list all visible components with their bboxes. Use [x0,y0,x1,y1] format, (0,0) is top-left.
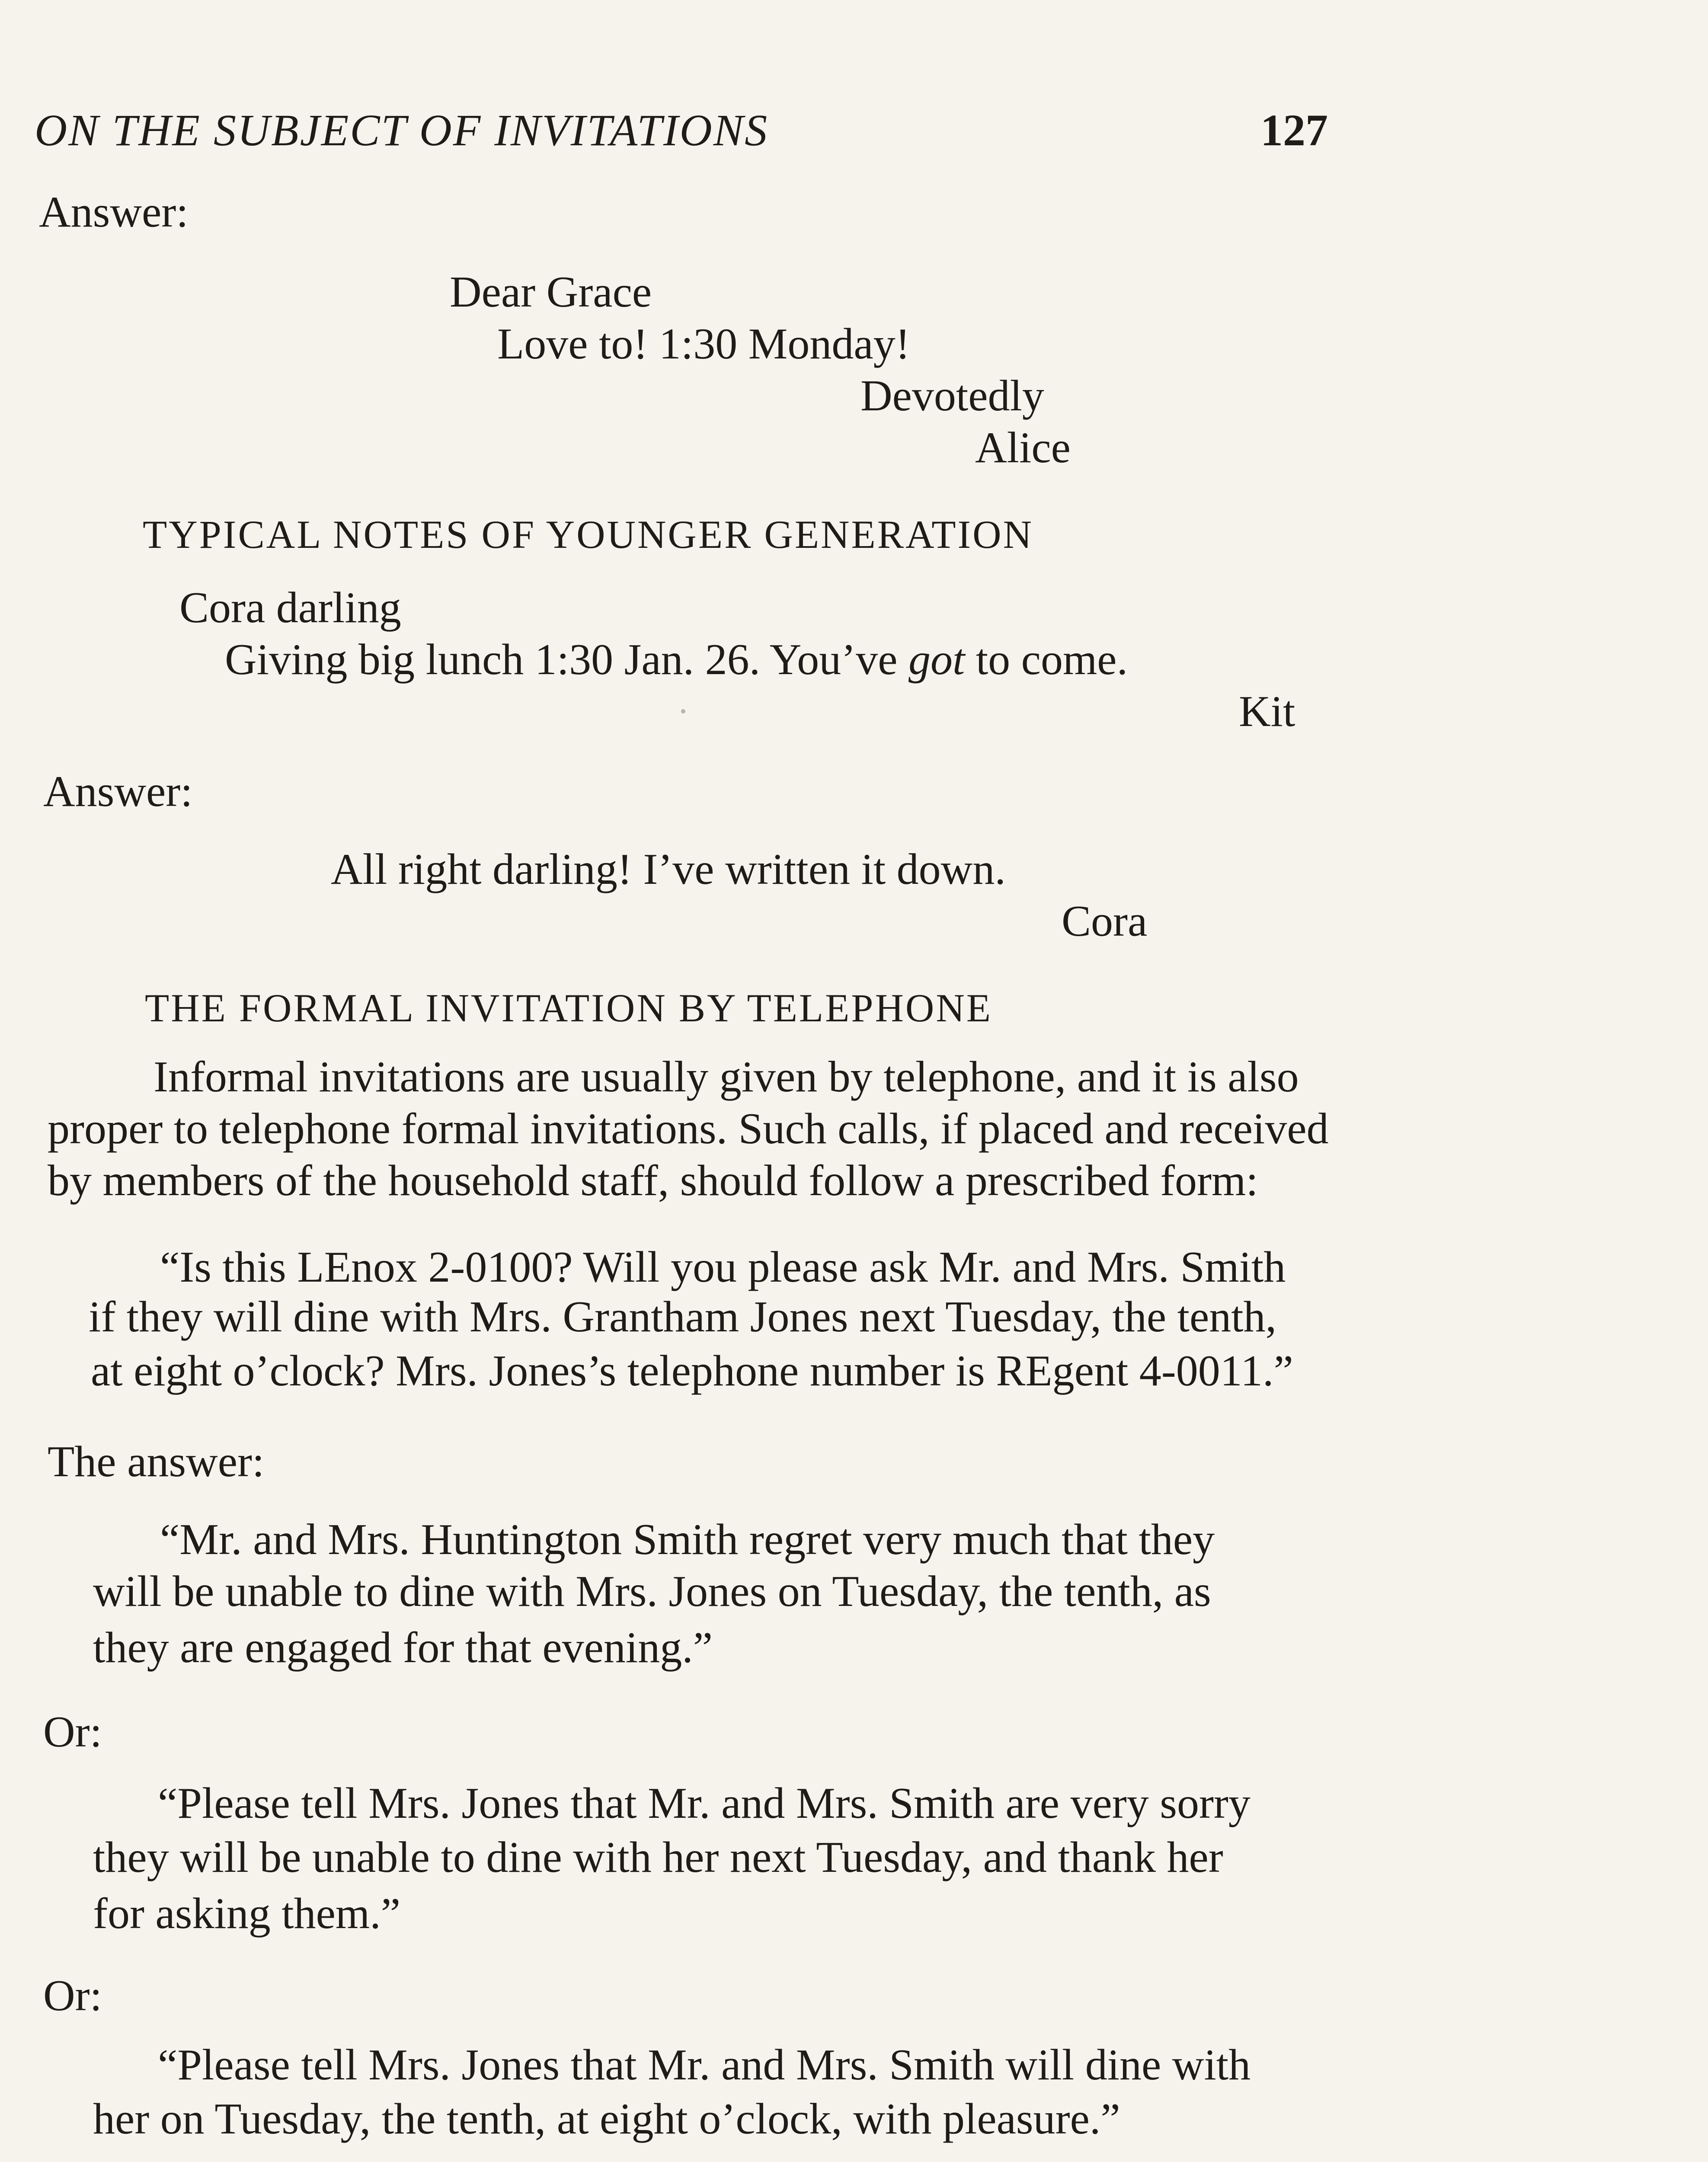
paragraph-line: proper to telephone formal invitations. Such calls, if placed and received [48,1104,1329,1153]
or-label: Or: [43,1708,102,1756]
note-body-text: Giving big lunch 1:30 Jan. 26. You’ve [225,635,908,684]
note-body [225,635,1128,684]
note-line: Alice [975,423,1071,472]
quote-line: if they will dine with Mrs. Grantham Jones next Tuesday, the tenth, [89,1292,1277,1341]
quote-line: her on Tuesday, the tenth, at eight o’clock, with pleasure.” [93,2095,1120,2143]
answer-label: Answer: [43,767,193,816]
quote-line: “Please tell Mrs. Jones that Mr. and Mrs. Smith will dine with [158,2040,1251,2089]
quote-line: they are engaged for that evening.” [93,1623,713,1672]
answer-label: Answer: [39,188,189,237]
quote-line: at eight o’clock? Mrs. Jones’s telephone number is REgent 4-0011.” [91,1346,1293,1395]
note-line: Love to! 1:30 Monday! [497,320,910,368]
note-line: Devotedly [860,371,1044,420]
section-heading: TYPICAL NOTES OF YOUNGER GENERATION [143,512,1034,556]
quote-line: for asking them.” [93,1889,400,1938]
paragraph-line: by members of the household staff, should follow a prescribed form: [48,1156,1258,1205]
answer-line: All right darling! I’ve written it down. [331,845,1006,894]
note-body-emphasis: got [908,635,965,684]
note-line: Dear Grace [450,268,652,317]
paragraph-line: Informal invitations are usually given by telephone, and it is also [154,1052,1299,1101]
note-salutation: Cora darling [179,583,401,632]
quote-line: “Mr. and Mrs. Huntington Smith regret very much that they [160,1515,1215,1564]
paper-speck [681,709,685,713]
note-signature: Kit [1239,687,1295,736]
quote-line: will be unable to dine with Mrs. Jones on Tuesday, the tenth, as [93,1567,1211,1616]
section-heading: THE FORMAL INVITATION BY TELEPHONE [145,986,992,1030]
quote-line: “Is this LEnox 2-0100? Will you please ask Mr. and Mrs. Smith [160,1243,1286,1292]
running-title: ON THE SUBJECT OF INVITATIONS [35,106,769,155]
or-label: Or: [43,1971,102,2020]
quote-line: they will be unable to dine with her next Tuesday, and thank her [93,1833,1223,1882]
page-number: 127 [1260,106,1328,155]
quote-line: “Please tell Mrs. Jones that Mr. and Mrs. Smith are very sorry [158,1779,1251,1828]
note-body-text: to come. [965,635,1128,684]
answer-label: The answer: [48,1437,265,1486]
answer-signature: Cora [1062,897,1148,946]
